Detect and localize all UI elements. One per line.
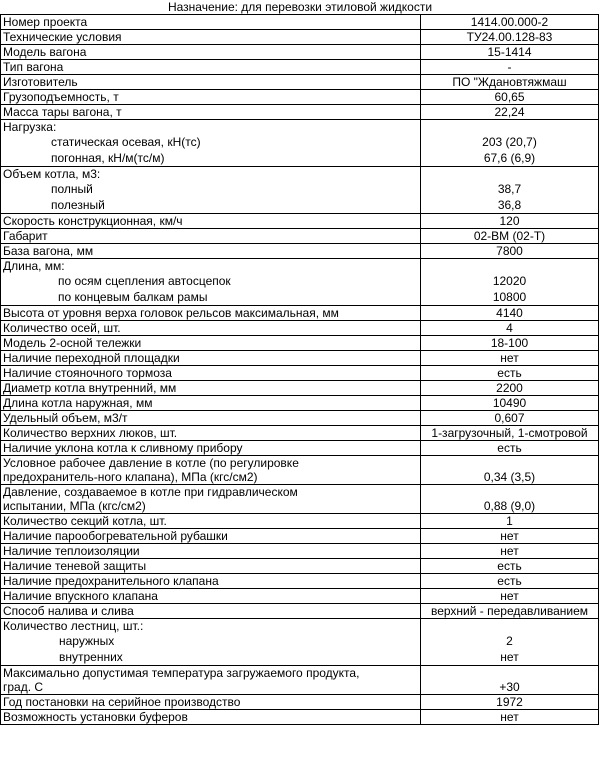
sub-value: 38,7 xyxy=(497,182,522,196)
row-value: ПО "Ждановтяжмаш xyxy=(421,75,599,90)
row-label: Изготовитель xyxy=(1,75,421,90)
row-label: Технические условия xyxy=(1,30,421,45)
table-row xyxy=(1,75,599,90)
row-value xyxy=(421,259,599,306)
row-value: нет xyxy=(421,544,599,559)
row-value: есть xyxy=(421,574,599,589)
table-row xyxy=(1,244,599,259)
table-row xyxy=(1,45,599,60)
row-label: Наличие стояночного тормоза xyxy=(1,366,421,381)
sub-label: полезный xyxy=(51,198,105,212)
row-label: Способ налива и слива xyxy=(1,604,421,619)
spec-table xyxy=(0,14,599,725)
page-title: Назначение: для перевозки этиловой жидкости xyxy=(167,0,433,14)
row-value: есть xyxy=(421,559,599,574)
table-row xyxy=(1,214,599,229)
group-header: Объем котла, м3: xyxy=(3,167,101,181)
table-row xyxy=(1,351,599,366)
sub-value: 10800 xyxy=(492,290,527,304)
value-text: 0,34 (3,5) xyxy=(483,470,536,484)
row-label: Модель вагона xyxy=(1,45,421,60)
table-row xyxy=(1,589,599,604)
row-value: 15-1414 xyxy=(421,45,599,60)
row-value xyxy=(421,120,599,167)
table-row xyxy=(1,529,599,544)
row-value: 18-100 xyxy=(421,336,599,351)
row-value: 7800 xyxy=(421,244,599,259)
row-value xyxy=(421,456,599,485)
group-header: Длина, мм: xyxy=(3,259,65,273)
label-line: Давление, создаваемое в котле при гидравлическом xyxy=(3,485,298,499)
label-line: испытании, МПа (кгс/см2) xyxy=(3,499,146,513)
row-value: 0,607 xyxy=(421,411,599,426)
row-value: 1 xyxy=(421,514,599,529)
row-label xyxy=(1,456,421,485)
sub-label: внутренних xyxy=(59,650,123,664)
row-label xyxy=(1,485,421,514)
table-row xyxy=(1,15,599,30)
row-value xyxy=(421,619,599,666)
sub-value: 36,8 xyxy=(497,198,522,212)
sub-value: 2 xyxy=(506,634,513,648)
row-label: Наличие предохранительного клапана xyxy=(1,574,421,589)
table-row xyxy=(1,514,599,529)
row-label: Скорость конструкционная, км/ч xyxy=(1,214,421,229)
table-row xyxy=(1,619,599,666)
row-label: Наличие уклона котла к сливному прибору xyxy=(1,441,421,456)
sub-label: полный xyxy=(51,182,93,196)
sub-label: наружных xyxy=(59,634,115,648)
row-label xyxy=(1,120,421,167)
sub-label: статическая осевая, кН(тс) xyxy=(51,135,201,149)
value-text: +30 xyxy=(499,680,520,694)
row-label xyxy=(1,666,421,695)
table-row xyxy=(1,604,599,619)
row-label xyxy=(1,167,421,214)
row-value: - xyxy=(421,60,599,75)
row-value: есть xyxy=(421,366,599,381)
table-row xyxy=(1,666,599,695)
row-label: Габарит xyxy=(1,229,421,244)
row-label: Номер проекта xyxy=(1,15,421,30)
row-label: База вагона, мм xyxy=(1,244,421,259)
value-text: 0,88 (9,0) xyxy=(483,499,536,513)
row-label: Наличие парообогревательной рубашки xyxy=(1,529,421,544)
table-row xyxy=(1,710,599,725)
sub-value: нет xyxy=(500,650,519,664)
table-row xyxy=(1,441,599,456)
table-row xyxy=(1,259,599,306)
row-label: Масса тары вагона, т xyxy=(1,105,421,120)
row-label: Удельный объем, м3/т xyxy=(1,411,421,426)
table-row xyxy=(1,105,599,120)
sub-label: по осям сцепления автосцепок xyxy=(58,274,231,288)
row-label: Количество осей, шт. xyxy=(1,321,421,336)
row-label: Год постановки на серийное производство xyxy=(1,695,421,710)
label-line: Условное рабочее давление в котле (по регулировке xyxy=(3,456,299,470)
row-label: Модель 2-осной тележки xyxy=(1,336,421,351)
row-value: 10490 xyxy=(421,396,599,411)
table-row xyxy=(1,381,599,396)
row-label: Диаметр котла внутренний, мм xyxy=(1,381,421,396)
row-value: 4 xyxy=(421,321,599,336)
row-value: 2200 xyxy=(421,381,599,396)
row-value: 1972 xyxy=(421,695,599,710)
row-label: Наличие впускного клапана xyxy=(1,589,421,604)
row-value: 60,65 xyxy=(421,90,599,105)
row-label: Наличие переходной площадки xyxy=(1,351,421,366)
row-value xyxy=(421,167,599,214)
table-row xyxy=(1,559,599,574)
table-row xyxy=(1,366,599,381)
row-value: 02-ВМ (02-Т) xyxy=(421,229,599,244)
group-header: Нагрузка: xyxy=(3,120,57,134)
table-row xyxy=(1,544,599,559)
row-label xyxy=(1,619,421,666)
label-line: предохранитель-ного клапана), МПа (кгс/см2) xyxy=(3,470,258,484)
label-line: Максимально допустимая температура загружаемого продукта, xyxy=(3,666,360,680)
table-row xyxy=(1,229,599,244)
table-row xyxy=(1,60,599,75)
table-row xyxy=(1,321,599,336)
row-label: Длина котла наружная, мм xyxy=(1,396,421,411)
row-value: верхний - передавливанием xyxy=(421,604,599,619)
table-row xyxy=(1,411,599,426)
row-label: Наличие теневой защиты xyxy=(1,559,421,574)
row-value: 4140 xyxy=(421,306,599,321)
sub-value: 12020 xyxy=(492,274,527,288)
sub-value: 203 (20,7) xyxy=(482,135,537,149)
row-value: 120 xyxy=(421,214,599,229)
row-label: Наличие теплоизоляции xyxy=(1,544,421,559)
row-value xyxy=(421,485,599,514)
table-row xyxy=(1,396,599,411)
table-row xyxy=(1,306,599,321)
row-label: Грузоподъемность, т xyxy=(1,90,421,105)
table-row xyxy=(1,120,599,167)
table-row xyxy=(1,426,599,441)
table-row xyxy=(1,695,599,710)
row-label: Количество верхних люков, шт. xyxy=(1,426,421,441)
table-row xyxy=(1,90,599,105)
sub-label: по концевым балкам рамы xyxy=(58,290,208,304)
row-value: нет xyxy=(421,710,599,725)
table-row xyxy=(1,485,599,514)
row-value xyxy=(421,666,599,695)
row-label xyxy=(1,259,421,306)
table-row xyxy=(1,574,599,589)
table-row xyxy=(1,456,599,485)
table-row xyxy=(1,167,599,214)
sub-value: 67,6 (6,9) xyxy=(483,151,536,165)
sub-label: погонная, кН/м(тс/м) xyxy=(51,151,165,165)
row-label: Высота от уровня верха головок рельсов максимальная, мм xyxy=(1,306,421,321)
group-header: Количество лестниц, шт.: xyxy=(3,619,144,633)
row-label: Количество секций котла, шт. xyxy=(1,514,421,529)
row-value: ТУ24.00.128-83 xyxy=(421,30,599,45)
row-label: Тип вагона xyxy=(1,60,421,75)
row-value: нет xyxy=(421,589,599,604)
row-value: 1-загрузочный, 1-смотровой xyxy=(421,426,599,441)
row-value: 22,24 xyxy=(421,105,599,120)
table-row xyxy=(1,30,599,45)
label-line: град. С xyxy=(3,680,44,694)
row-label: Возможность установки буферов xyxy=(1,710,421,725)
table-row xyxy=(1,336,599,351)
row-value: нет xyxy=(421,351,599,366)
row-value: нет xyxy=(421,529,599,544)
row-value: 1414.00.000-2 xyxy=(421,15,599,30)
row-value: есть xyxy=(421,441,599,456)
